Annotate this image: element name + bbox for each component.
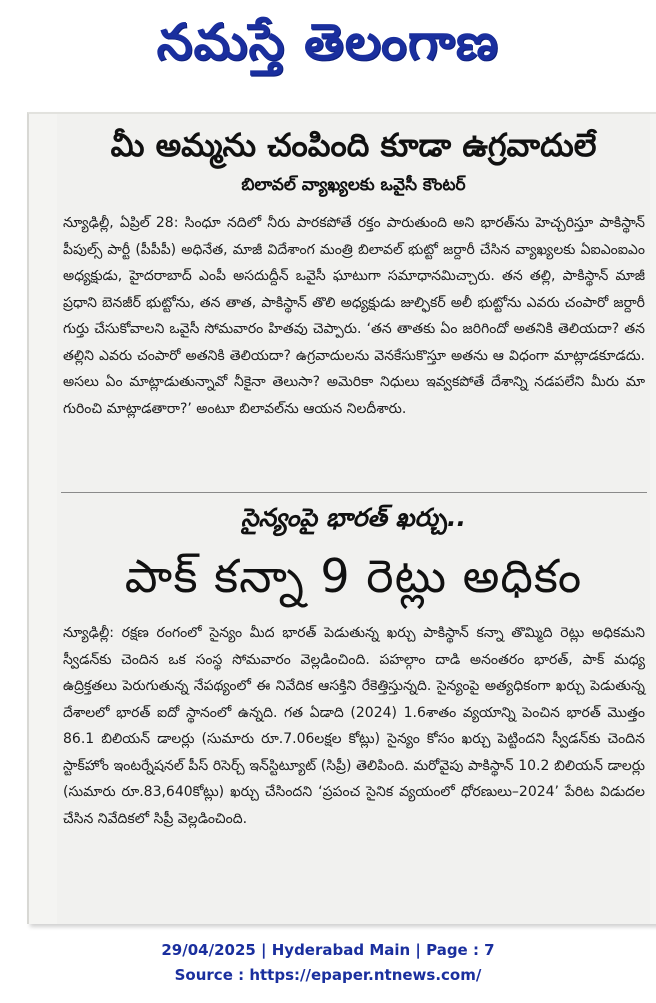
edition-info: 29/04/2025 | Hyderabad Main | Page : 7 — [161, 941, 495, 959]
article2-kicker: సైన్యంపై భారత్ ఖర్చు.. — [240, 503, 467, 532]
newspaper-logo: నమస్తే తెలంగాణ — [156, 12, 500, 71]
masthead — [0, 0, 656, 96]
news-clipping — [27, 112, 656, 924]
article2-headline: పాక్ కన్నా 9 రెట్లు అధికం — [124, 549, 583, 603]
article1-subheadline: బిలావల్ వ్యాఖ్యలకు ఒవైసీ కౌంటర్ — [241, 175, 466, 195]
article1-body: న్యూఢిల్లీ, ఏప్రిల్ 28: సింధూ నదిలో నీరు పారకపోతే రక్తం పారుతుంది అని భారత్‌ను హెచ్చరిస్తూ పాకిస్థాన్ పీపుల్స్ పార్టీ (పీపీపీ) అధినేత, మాజీ విదేశాంగ మంత్రి బిలావల్ భుట్టో జర్దారీ చేసిన వ్యాఖ్యలకు ఏఐఎంఐఎం అధ్యక్షుడు, హైదరాబాద్ ఎంపీ అసదుద్దీన్ ఒవైసీ ఘాటుగా సమాధానమిచ్చారు. తన తల్లి, పాకిస్థాన్ మాజీ ప్రధాని బెనజీర్ భుట్టోను, తన తాత, పాకిస్థాన్ తొలి అధ్యక్షుడు జుల్ఫికర్ అలీ భుట్టోను ఎవరు చంపారో జర్దారీ గుర్తు చేసుకోవాలని ఒవైసీ సోమవారం హితవు చెప్పారు. ‘తన తాతకు ఏం జరిగిందో అతనికి తెలియదా? తన తల్లిని ఎవరు చంపారో అతనికి తెలియదా? ఉగ్రవాదులను వెనకేసుకొస్తూ అతను ఆ విధంగా మాట్లాడకూడదు. అసలు ఏం మాట్లాడుతున్నావో నీకైనా తెలుసా? అమెరికా నిధులు ఇవ్వకపోతే దేశాన్ని నడపలేని మీరు మా గురించి మాట్లాడతారా?’ అంటూ బిలావల్‌ను ఆయన నిలదీశారు. — [63, 215, 645, 417]
footer — [0, 938, 656, 988]
clipping-content — [57, 114, 650, 924]
source-link[interactable]: Source : https://epaper.ntnews.com/ — [174, 966, 482, 984]
article1-headline: మీ అమ్మను చంపింది కూడా ఉగ్రవాదులే — [110, 126, 597, 164]
article-divider — [61, 492, 647, 493]
article2-body: న్యూఢిల్లీ: రక్షణ రంగంలో సైన్యం మీద భారత్ పెడుతున్న ఖర్చు పాకిస్థాన్ కన్నా తొమ్మిది రెట్లు అధికమని స్వీడన్‌కు చెందిన ఒక సంస్థ సోమవారం వెల్లడించింది. పహల్గాం దాడి అనంతరం భారత్, పాక్ మధ్య ఉద్రిక్తతలు పెరుగుతున్న నేపథ్యంలో ఈ నివేదిక ఆసక్తిని రేకెత్తిస్తున్నది. సైన్యంపై అత్యధికంగా ఖర్చు పెడుతున్న దేశాలలో భారత్ ఐదో స్థానంలో ఉన్నది. గత ఏడాది (2024) 1.6శాతం వ్యయాన్ని పెంచిన భారత్ మొత్తం 86.1 బిలియన్ డాలర్లు (సుమారు రూ.7.06లక్షల కోట్లు) సైన్యం కోసం ఖర్చు పెట్టిందని స్వీడన్‌కు చెందిన స్టాక్‌హోం ఇంటర్నేషనల్ పీస్ రిసెర్చ్ ఇన్‌స్టిట్యూట్ (సిప్రీ) తెలిపింది. మరోవైపు పాకిస్థాన్ 10.2 బిలియన్ డాలర్లు (సుమారు రూ.83,640కోట్లు) ఖర్చు చేసిందని ‘ప్రపంచ సైనిక వ్యయంలో ధోరణులు–2024’ పేరిట విడుదల చేసిన నివేదికలో సిప్రీ వెల్లడించింది. — [63, 625, 645, 827]
